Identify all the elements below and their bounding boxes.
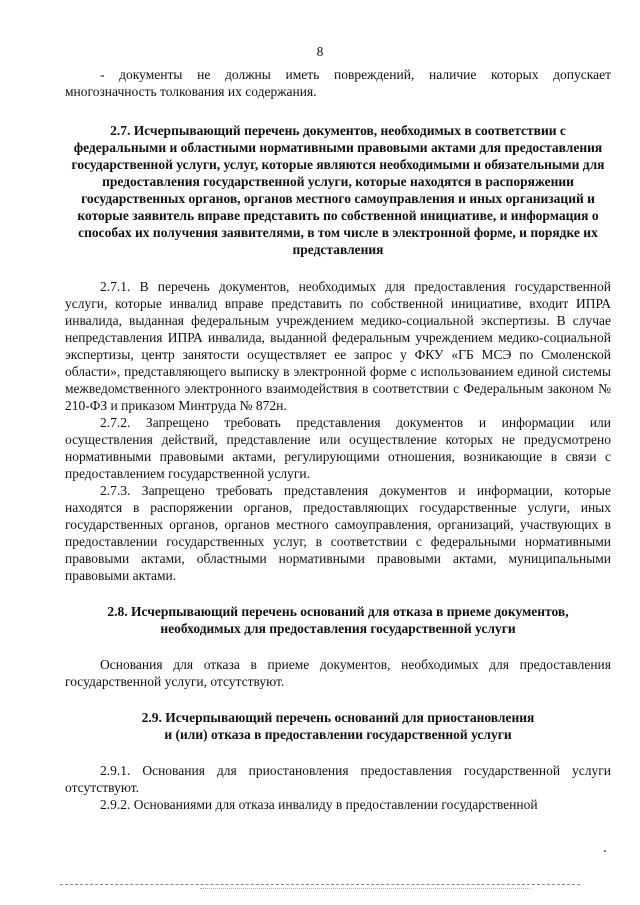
intro-paragraph: - документы не должны иметь повреждений, наличие которых допускает многозначность толкования их содержания. — [65, 67, 611, 99]
paragraph-2-8: Основания для отказа в приеме документов, необходимых для предоставления государственной услуги, отсутствуют. — [65, 657, 611, 689]
paragraph-2-7-3: 2.7.3. Запрещено требовать представления документов и информации, которые находятся в распоряжении органов, предоставляющих государственные услуги, иных государственных органов, органов местного самоуправления, организаций, участвующих в предоставлении государственных услуг, в соответствии с федеральными нормативными правовыми актами, областными нормативными правовыми актами, муниципальными правовыми актами. — [65, 483, 611, 583]
page-content — [65, 66, 611, 813]
page-number: 8 — [316, 44, 324, 59]
scan-bottom-edge — [60, 884, 580, 885]
paragraph-2-9-1: 2.9.1. Основания для приостановления предоставления государственной услуги отсутствуют. — [65, 763, 611, 795]
section-heading-2-7: 2.7. Исчерпывающий перечень документов, необходимых в соответствии с федеральными и областными нормативными правовыми актами для предоставления государственной услуги, услуг, которые являются необходимыми и обязательными для предоставления государственной услуги, которые находятся в распоряжении государственных органов, органов местного самоуправления и иных организаций и которые заявитель вправе представить по собственной инициативе, и информация о способах их получения заявителями, в том числе в электронной форме, и порядке их представления — [71, 123, 605, 257]
section-heading-2-8: 2.8. Исчерпывающий перечень оснований для отказа в приеме документов, необходимых для предоставления государственной услуги — [107, 604, 569, 636]
scan-bottom-edge-2 — [200, 888, 530, 889]
paragraph-2-7-2: 2.7.2. Запрещено требовать представления документов и информации или осуществления действий, представление или осуществление которых не предусмотрено нормативными правовыми актами, регулирующими отношения, возникающие в связи с предоставлением государственной услуги. — [65, 415, 611, 481]
section-heading-2-9-line-2: и (или) отказа в предоставлении государственной услуги — [164, 727, 512, 742]
scan-speck — [604, 850, 606, 852]
section-heading-2-9 — [65, 709, 611, 743]
paragraph-2-7-1: 2.7.1. В перечень документов, необходимых для предоставления государственной услуги, которые инвалид вправе представить по собственной инициативе, входит ИПРА инвалида, выданная федеральным учреждением медико-социальной экспертизы. В случае непредставления ИПРА инвалида, выданной федеральным учреждением медико-социальной экспертизы, центр занятости осуществляет ее запрос у ФКУ «ГБ МСЭ по Смоленской области», представляющего выписку в электронной форме с использованием единой системы межведомственного электронного взаимодействия в соответствии с Федеральным законом № 210-ФЗ и приказом Минтруда № 872н. — [65, 279, 611, 413]
section-heading-2-9-line-1: 2.9. Исчерпывающий перечень оснований для приостановления — [141, 710, 535, 725]
paragraph-2-9-2: 2.9.2. Основаниями для отказа инвалиду в предоставлении государственной — [100, 797, 538, 812]
